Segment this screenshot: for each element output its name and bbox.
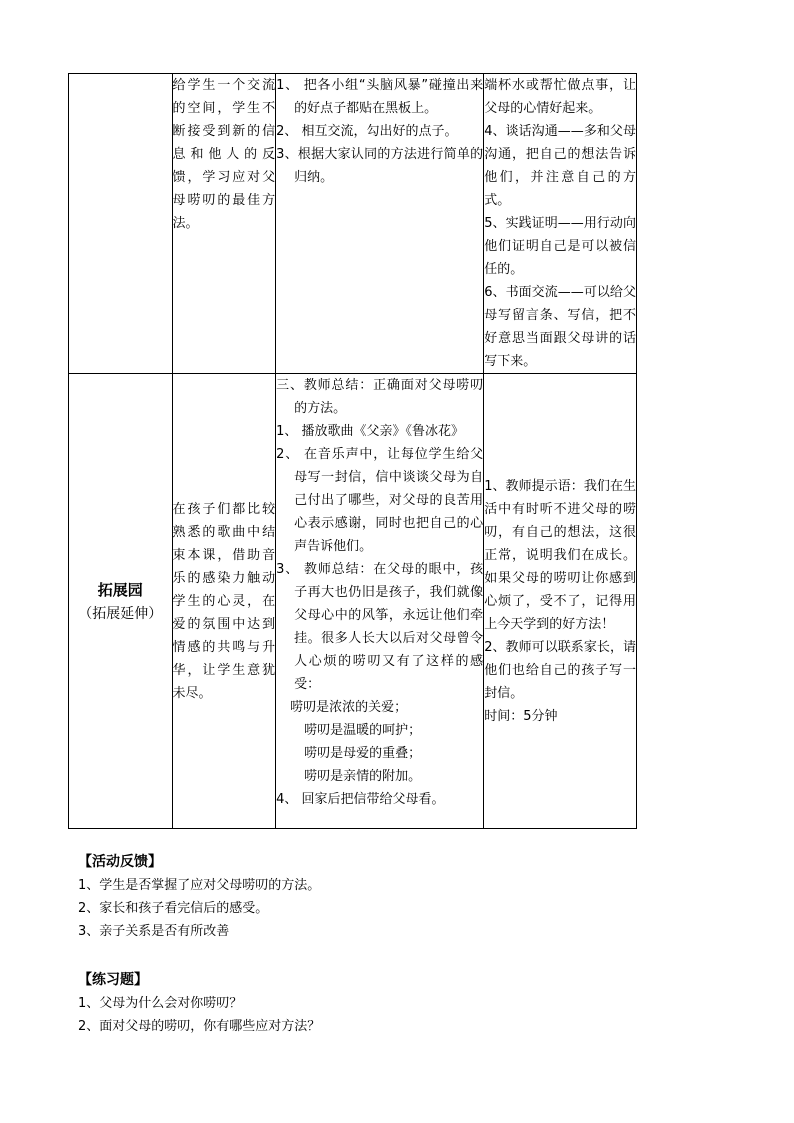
- feedback-item: 3、亲子关系是否有所改善: [78, 924, 230, 939]
- exercises-title: 【练习题】: [78, 972, 148, 988]
- notes-item: 4、谈话沟通——多和父母沟通，把自己的想法告诉他们，并注意自己的方式。: [484, 124, 636, 208]
- poem-line: 唠叨是浓浓的关爱；: [290, 700, 408, 715]
- notes-item: 6、书面交流——可以给父母写留言条、写信，把不好意思当面跟父母讲的话写下来。: [484, 285, 636, 369]
- activity-item: 2、 相互交流，勾出好的点子。: [276, 124, 458, 139]
- activity-item: 3、根据大家认同的方法进行简单的归纳。: [276, 147, 484, 185]
- summary-heading: 三、教师总结：正确面对父母唠叨的方法。: [276, 378, 484, 416]
- activity-item: 1、 把各小组“头脑风暴”碰撞出来的好点子都贴在黑板上。: [276, 78, 484, 116]
- notes-cell: [484, 74, 637, 374]
- activity-cell: [276, 74, 484, 374]
- table-row: [69, 374, 637, 829]
- notes-item: 2、教师可以联系家长，请他们也给自己的孩子写一封信。: [484, 639, 636, 701]
- poem-line: 唠叨是母爱的重叠；: [304, 746, 422, 761]
- stage-title: 拓展园: [97, 581, 143, 599]
- stage-cell: [69, 374, 173, 829]
- feedback-item: 1、学生是否掌握了应对父母唠叨的方法。: [78, 878, 321, 893]
- design-intent-text: 给学生一个交流的空间，学生不断接受到新的信息和他人的反馈，学习应对父母唠叨的最佳方法。: [172, 78, 276, 231]
- exercise-item: 1、父母为什么会对你唠叨？: [78, 996, 243, 1011]
- notes-item: 1、教师提示语：我们在生活中有时听不进父母的唠叨，有自己的想法，这很正常，说明我们在成长。如果父母的唠叨让你感到心烦了，受不了，记得用上今天学到的好方法！: [484, 478, 636, 632]
- time-note: 时间：5分钟: [484, 708, 558, 724]
- notes-item: 5、实践证明——用行动向他们证明自己是可以被信任的。: [484, 216, 636, 277]
- design-intent-cell: [172, 74, 276, 374]
- poem-line: 唠叨是温暖的呵护；: [304, 723, 422, 738]
- notes-cell: [484, 374, 637, 829]
- exercise-item: 2、面对父母的唠叨，你有哪些应对方法？: [78, 1019, 321, 1034]
- activity-cell: [276, 374, 484, 829]
- feedback-title: 【活动反馈】: [78, 854, 162, 870]
- activity-item: 4、 回家后把信带给父母看。: [276, 792, 445, 807]
- activity-item: 2、 在音乐声中，让每位学生给父母写一封信，信中谈谈父母为自己付出了哪些，对父母的良苦用心表示感谢，同时也把自己的心声告诉他们。: [276, 447, 484, 554]
- poem-line: 唠叨是亲情的附加。: [304, 769, 422, 784]
- notes-item: 端杯水或帮忙做点事，让父母的心情好起来。: [484, 78, 636, 116]
- activity-item: 3、 教师总结：在父母的眼中，孩子再大也仍旧是孩子，我们就像父母心中的风筝，永远让他们牵挂。很多人长大以后对父母曾令人心烦的唠叨又有了这样的感受：: [276, 562, 484, 692]
- lesson-plan-table: [68, 73, 637, 829]
- feedback-section: [78, 851, 320, 943]
- stage-cell-empty: [69, 74, 173, 374]
- design-intent-cell: [172, 374, 276, 829]
- table-row: [69, 74, 637, 374]
- stage-subtitle: （拓展延伸）: [78, 606, 163, 622]
- feedback-item: 2、家长和孩子看完信后的感受。: [78, 901, 269, 916]
- exercises-section: [78, 969, 320, 1038]
- design-intent-text: 在孩子们都比较熟悉的歌曲中结束本课，借助音乐的感染力触动学生的心灵，在爱的氛围中达到情感的共鸣与升华，让学生意犹未尽。: [172, 501, 276, 701]
- activity-item: 1、 播放歌曲《父亲》《鲁冰花》: [276, 424, 464, 439]
